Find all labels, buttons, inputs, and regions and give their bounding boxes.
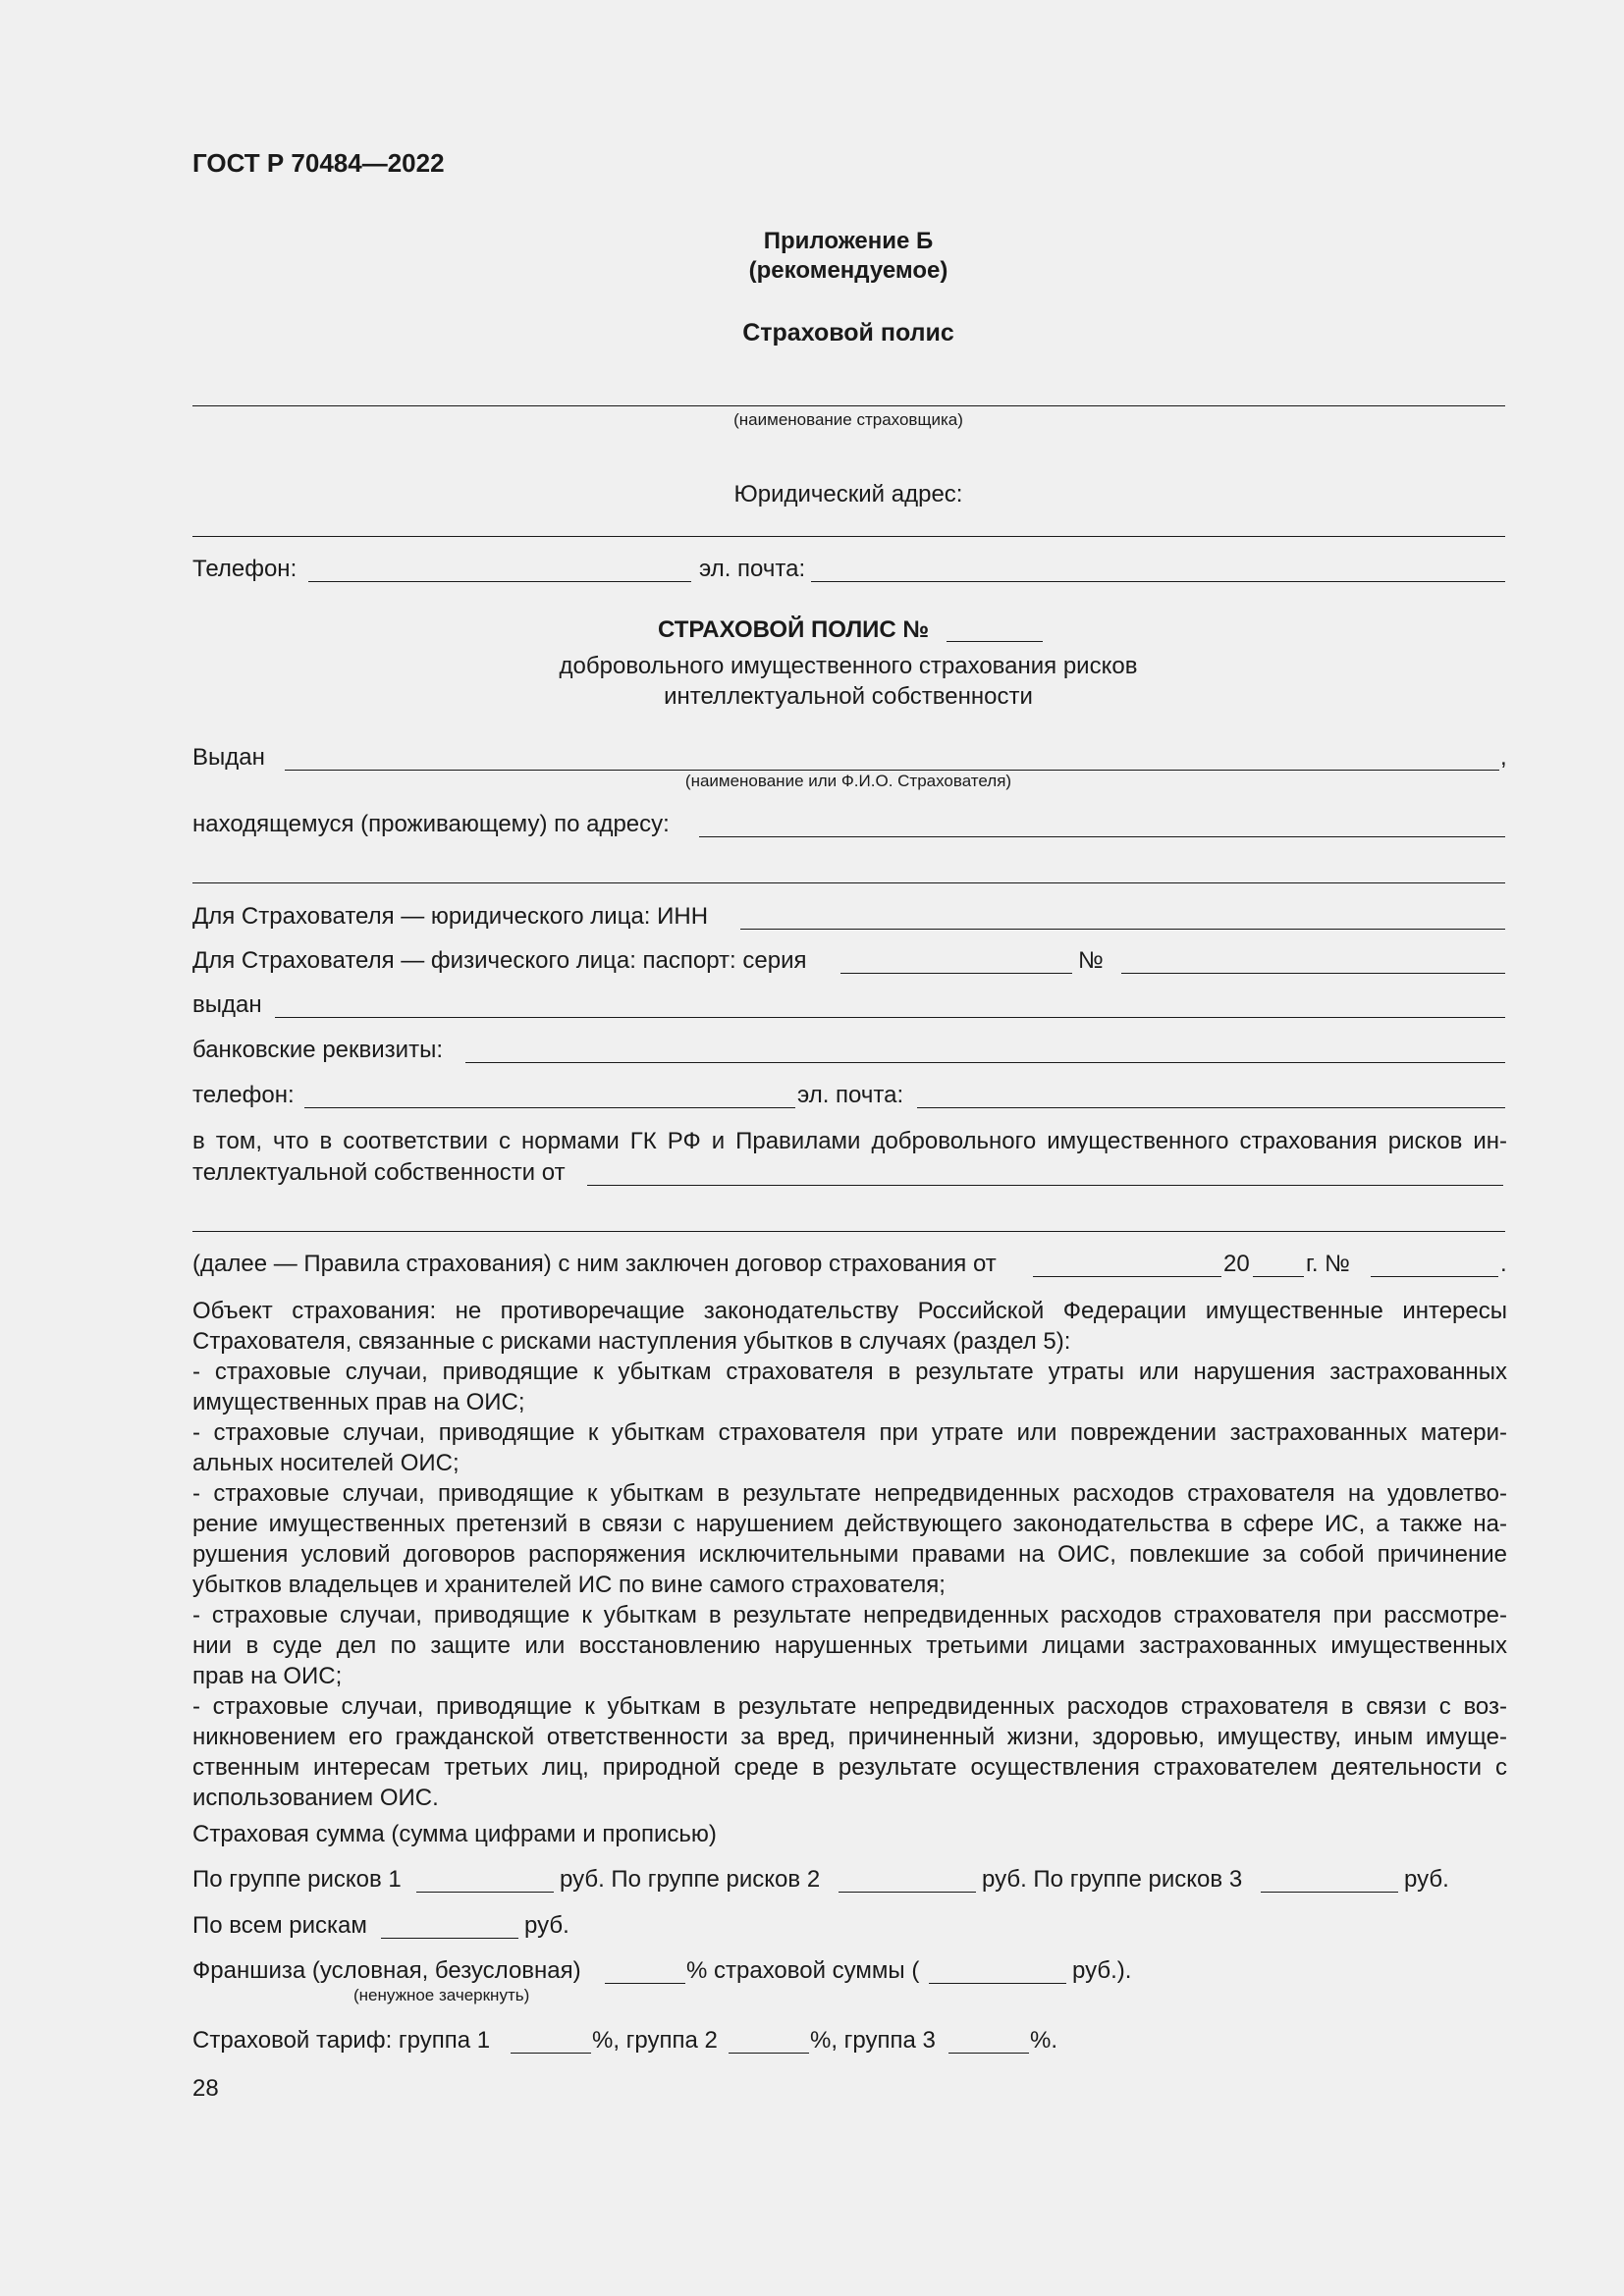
franchise-label: Франшиза (условная, безусловная) (192, 1957, 581, 1984)
policyholder-phone-field (304, 1107, 795, 1108)
policyholder-phone-label: телефон: (192, 1082, 295, 1108)
all-risks-label: По всем рискам (192, 1912, 367, 1939)
rules-text (192, 1126, 1507, 1156)
passport-issued-field (275, 1017, 1505, 1018)
tariff-group-2-field (729, 2053, 809, 2054)
email-label: эл. почта: (699, 556, 806, 582)
object-line: рение имущественных претензий в связи с нарушением действующего законодательства в сфере ИС, а также на- (192, 1511, 1507, 1537)
contract-date-field (1033, 1276, 1221, 1277)
object-line: - страховые случаи, приводящие к убыткам в результате непредвиденных расходов страхователя при рассмотре- (192, 1602, 1507, 1629)
contract-year-prefix: 20 (1223, 1251, 1250, 1277)
policy-number-field (947, 641, 1043, 642)
contract-end: . (1500, 1251, 1507, 1277)
contract-number-field (1371, 1276, 1498, 1277)
policyholder-name-caption: (наименование или Ф.И.О. Страхователя) (684, 772, 1012, 790)
policy-subtitle-2: интеллектуальной собственности (664, 683, 1033, 710)
document-code: ГОСТ Р 70484—2022 (192, 148, 445, 178)
policyholder-name-field (285, 770, 1499, 771)
tariff-end: %. (1030, 2027, 1058, 2054)
bank-details-label: банковские реквизиты: (192, 1037, 443, 1063)
object-line: имущественных прав на ОИС; (192, 1389, 525, 1415)
object-line: нии в суде дел по защите или восстановлению нарушенных третьими лицами застрахованных имущественных (192, 1632, 1507, 1659)
franchise-percent-field (605, 1983, 685, 1984)
insurer-name-caption: (наименование страховщика) (733, 410, 963, 429)
address-label: находящемуся (проживающему) по адресу: (192, 811, 670, 837)
section-title: Страховой полис (742, 319, 954, 347)
contract-prefix: (далее — Правила страхования) с ним заключен договор страхования от (192, 1251, 997, 1277)
issued-comma: , (1500, 744, 1507, 771)
passport-number-field (1121, 973, 1505, 974)
tariff-label: Страховой тариф: группа 1 (192, 2027, 491, 2054)
franchise-end: руб.). (1072, 1957, 1132, 1984)
address-field-line-2 (192, 882, 1505, 883)
insurance-object-text (192, 1296, 1507, 1813)
insurer-name-line (192, 405, 1505, 406)
object-line: - страховые случаи, приводящие к убыткам страхователя при утрате или повреждении застрахованных матери- (192, 1419, 1507, 1446)
phone-field (308, 581, 691, 582)
risk-group-3-rub: руб. (1404, 1866, 1449, 1893)
appendix-title: Приложение Б (763, 228, 934, 254)
all-risks-field (381, 1938, 518, 1939)
passport-label: Для Страхователя — физического лица: паспорт: серия (192, 947, 807, 974)
contract-year-suffix: г. № (1306, 1251, 1350, 1277)
object-line: ственным интересам третьих лиц, природной среде в результате осуществления страхователем деятельности с (192, 1754, 1507, 1781)
policy-heading: СТРАХОВОЙ ПОЛИС № (658, 616, 930, 643)
risk-group-1-label: По группе рисков 1 (192, 1866, 402, 1893)
bank-details-field (465, 1062, 1505, 1063)
page-number: 28 (192, 2075, 219, 2102)
object-line: прав на ОИС; (192, 1663, 343, 1689)
appendix-kind: (рекомендуемое) (748, 257, 948, 284)
email-field (811, 581, 1505, 582)
legal-address-line (192, 536, 1505, 537)
risk-group-3-field (1261, 1892, 1398, 1893)
inn-field (740, 929, 1505, 930)
object-line: убытков владельцев и хранителей ИС по вине самого страхователя; (192, 1572, 946, 1598)
franchise-percent-label: % страховой суммы ( (686, 1957, 920, 1984)
object-line: - страховые случаи, приводящие к убыткам в результате непредвиденных расходов страхователя на удовлетво- (192, 1480, 1507, 1507)
rules-line-2: теллектуальной собственности от (192, 1159, 566, 1186)
sum-insured-label: Страховая сумма (сумма цифрами и прописью) (192, 1821, 717, 1847)
tariff-group-3-label: %, группа 3 (810, 2027, 936, 2054)
risk-group-3-label: руб. По группе рисков 3 (982, 1866, 1243, 1893)
rules-date-field-line-2 (192, 1231, 1505, 1232)
policyholder-email-label: эл. почта: (797, 1082, 904, 1108)
object-line: никновением его гражданской ответственности за вред, причиненный жизни, здоровью, имуществу, иным имуще- (192, 1724, 1507, 1750)
phone-label: Телефон: (192, 556, 298, 582)
contract-year-field (1253, 1276, 1304, 1277)
tariff-group-2-label: %, группа 2 (592, 2027, 718, 2054)
legal-address-label: Юридический адрес: (733, 481, 963, 507)
franchise-caption: (ненужное зачеркнуть) (353, 1986, 530, 2004)
policy-subtitle-1: добровольного имущественного страхования рисков (559, 653, 1138, 679)
passport-number-label: № (1078, 947, 1104, 974)
rules-line-1: в том, что в соответствии с нормами ГК РФ и Правилами добровольного имущественного страхования рисков ин- (192, 1128, 1507, 1154)
risk-group-2-field (839, 1892, 976, 1893)
policyholder-email-field (917, 1107, 1505, 1108)
all-risks-rub: руб. (524, 1912, 569, 1939)
tariff-group-3-field (948, 2053, 1029, 2054)
tariff-group-1-field (511, 2053, 591, 2054)
passport-issued-label: выдан (192, 991, 262, 1018)
object-line: использованием ОИС. (192, 1785, 439, 1811)
issued-label: Выдан (192, 744, 265, 771)
legal-entity-inn-label: Для Страхователя — юридического лица: ИНН (192, 903, 709, 930)
object-line: - страховые случаи, приводящие к убыткам страхователя в результате утраты или нарушения застрахованных (192, 1359, 1507, 1385)
object-line: рушения условий договоров распоряжения исключительными правами на ОИС, повлекшие за собой причинение (192, 1541, 1507, 1568)
object-line: альных носителей ОИС; (192, 1450, 460, 1476)
risk-group-1-field (416, 1892, 554, 1893)
object-line: - страховые случаи, приводящие к убыткам в результате непредвиденных расходов страхователя в связи с воз- (192, 1693, 1507, 1720)
object-line: Объект страхования: не противоречащие законодательству Российской Федерации имущественные интересы (192, 1298, 1507, 1324)
object-line: Страхователя, связанные с рисками наступления убытков в случаях (раздел 5): (192, 1328, 1071, 1355)
risk-group-2-label: руб. По группе рисков 2 (560, 1866, 821, 1893)
passport-series-field (840, 973, 1072, 974)
franchise-amount-field (929, 1983, 1066, 1984)
address-field (699, 836, 1505, 837)
rules-date-field (587, 1185, 1503, 1186)
